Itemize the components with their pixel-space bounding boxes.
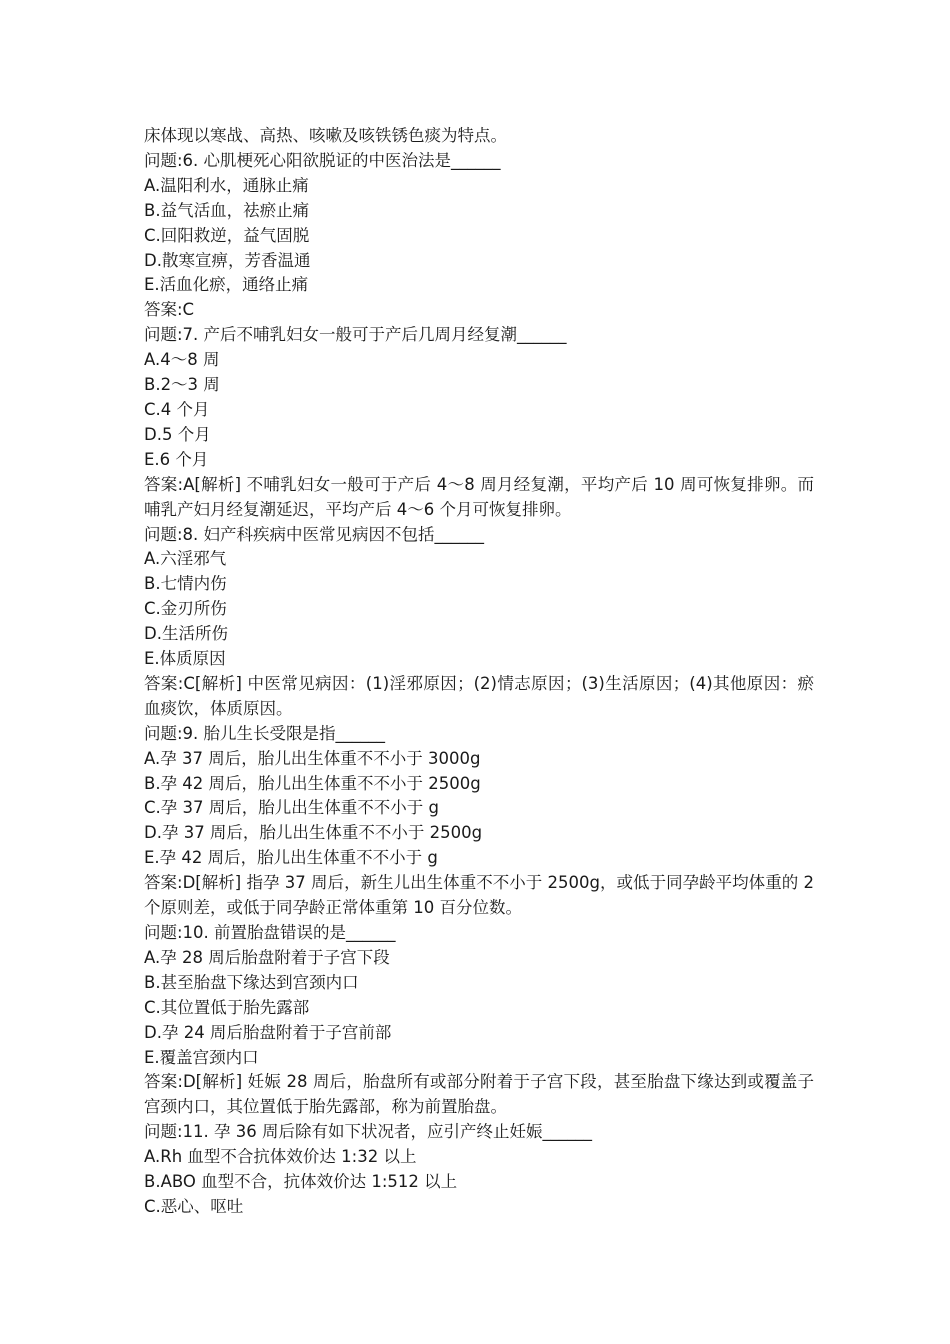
option-text: A.孕 37 周后，胎儿出生体重不不小于 3000g [144, 748, 481, 768]
option-text: C.4 个月 [144, 399, 210, 419]
option-text: D.5 个月 [144, 424, 211, 444]
question-text: 问题:11. 孕 36 周后除有如下状况者，应引产终止妊娠______ [144, 1122, 593, 1142]
option-text: B.孕 42 周后，胎儿出生体重不不小于 2500g [144, 773, 481, 793]
option-text: A.孕 28 周后胎盘附着于子宫下段 [144, 947, 390, 967]
option-text: C.其位置低于胎先露部 [144, 997, 310, 1017]
question-text: 问题:7. 产后不哺乳妇女一般可于产后几周月经复潮______ [144, 325, 567, 345]
option-text: E.6 个月 [144, 449, 209, 469]
option-text: B.七情内伤 [144, 574, 227, 594]
option-text: A.4～8 周 [144, 350, 220, 370]
option-text: A.六淫邪气 [144, 549, 227, 569]
option-text: E.体质原因 [144, 649, 226, 669]
option-text: D.孕 37 周后，胎儿出生体重不不小于 2500g [144, 823, 483, 843]
option-text: E.活血化瘀，通络止痛 [144, 275, 309, 295]
option-text: D.散寒宣痹，芳香温通 [144, 250, 311, 270]
option-text: D.孕 24 周后胎盘附着于子宫前部 [144, 1022, 392, 1042]
option-text: C.恶心、呕吐 [144, 1196, 244, 1216]
option-text: E.覆盖宫颈内口 [144, 1047, 259, 1067]
answer-text: 答案:D[解析] 妊娠 28 周后，胎盘所有或部分附着于子宫下段，甚至胎盘下缘达到或覆盖子宫颈内口，其位置低于胎先露部，称为前置胎盘。 [144, 1072, 814, 1117]
answer-text: 答案:D[解析] 指孕 37 周后，新生儿出生体重不不小于 2500g，或低于同孕龄平均体重的 2 个原则差，或低于同孕龄正常体重第 10 百分位数。 [144, 873, 814, 918]
answer-text: 答案:C[解析] 中医常见病因：(1)淫邪原因；(2)情志原因；(3)生活原因；(4)其他原因：瘀血痰饮，体质原因。 [144, 673, 814, 718]
text-line: 床体现以寒战、高热、咳嗽及咳铁锈色痰为特点。 [144, 126, 507, 145]
option-text: B.益气活血，祛瘀止痛 [144, 200, 310, 220]
option-text: C.回阳救逆，益气固脱 [144, 225, 310, 245]
question-text: 问题:6. 心肌梗死心阳欲脱证的中医治法是______ [144, 150, 501, 170]
option-text: E.孕 42 周后，胎儿出生体重不不小于 g [144, 848, 438, 868]
answer-text: 答案:A[解析] 不哺乳妇女一般可于产后 4～8 周月经复潮，平均产后 10 周可恢复排卵。而哺乳产妇月经复潮延迟，平均产后 4～6 个月可恢复排卵。 [144, 474, 814, 519]
question-text: 问题:8. 妇产科疾病中医常见病因不包括______ [144, 524, 485, 544]
option-text: D.生活所伤 [144, 624, 228, 644]
option-text: C.金刃所伤 [144, 599, 227, 619]
option-text: B.2～3 周 [144, 375, 220, 395]
question-text: 问题:10. 前置胎盘错误的是______ [144, 923, 396, 942]
option-text: C.孕 37 周后，胎儿出生体重不不小于 g [144, 798, 439, 818]
option-text: B.ABO 血型不合，抗体效价达 1:512 以上 [144, 1172, 458, 1192]
option-text: A.温阳利水，通脉止痛 [144, 175, 309, 195]
option-text: B.甚至胎盘下缘达到宫颈内口 [144, 972, 359, 992]
question-text: 问题:9. 胎儿生长受限是指______ [144, 723, 386, 743]
answer-text: 答案:C [144, 300, 195, 320]
document-text [144, 124, 814, 1220]
option-text: A.Rh 血型不合抗体效价达 1:32 以上 [144, 1147, 417, 1167]
